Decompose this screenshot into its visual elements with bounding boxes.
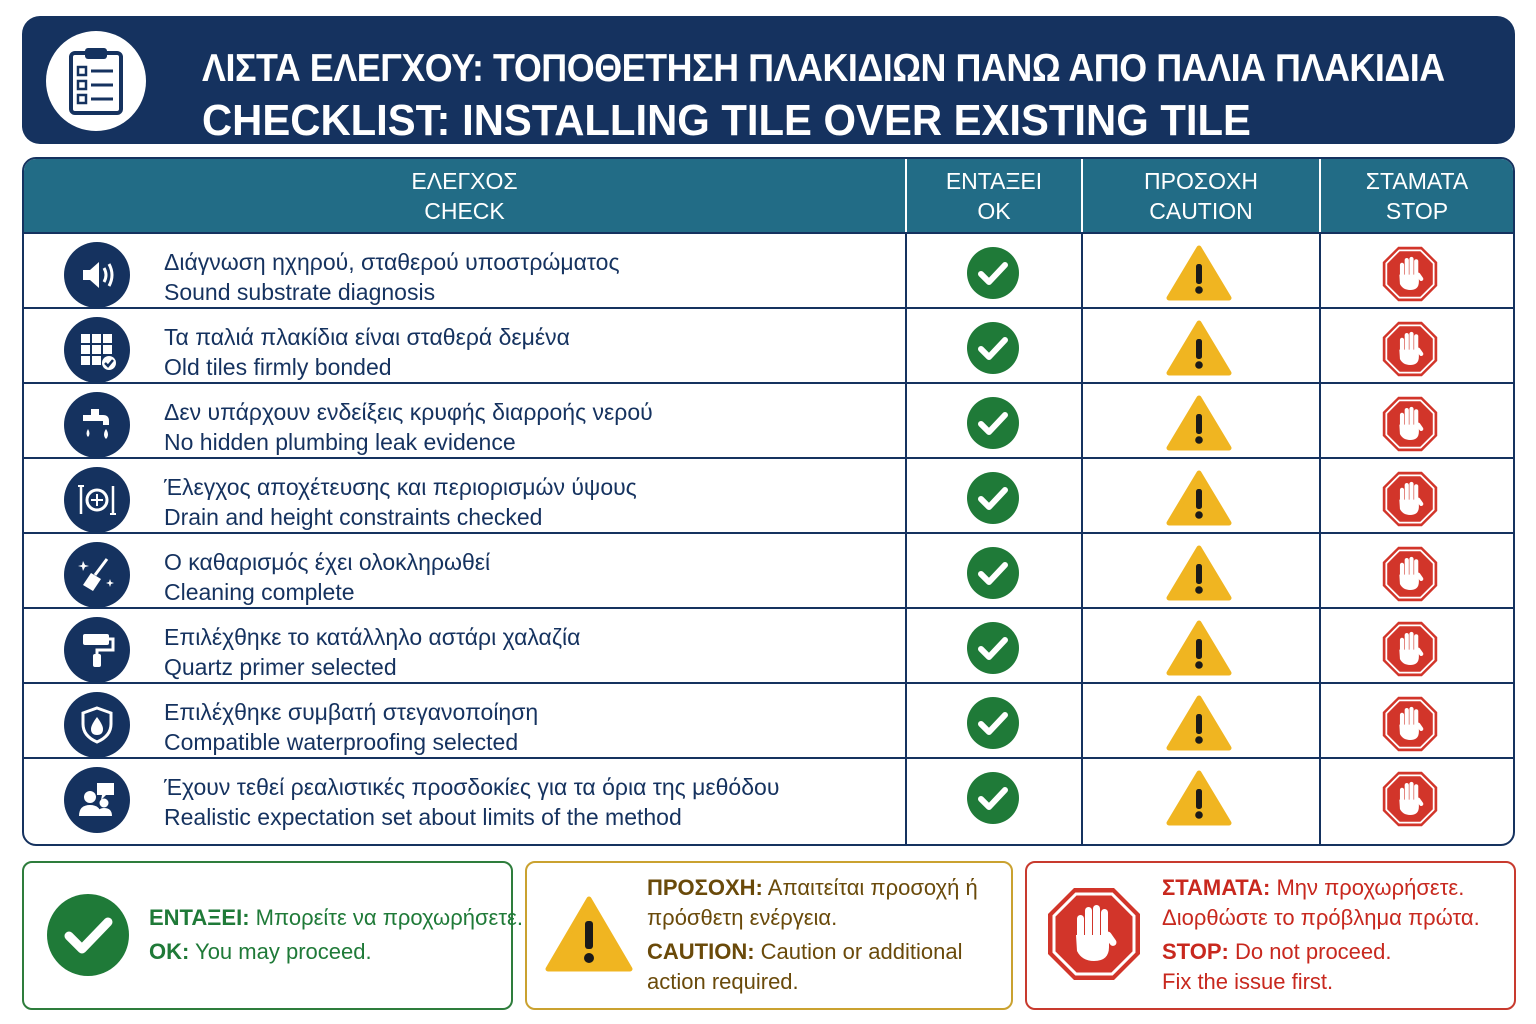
page-header — [22, 16, 1515, 144]
legend-caution-en-text: Caution or additional — [760, 939, 963, 964]
legend-ok — [22, 861, 523, 1010]
column-header-ok — [907, 159, 1081, 232]
ok-check-icon[interactable] — [966, 621, 1020, 680]
check-label-english: Drain and height constraints checked — [164, 504, 543, 530]
checklist-table — [22, 157, 1515, 846]
check-label-english: Quartz primer selected — [164, 654, 397, 680]
check-label-english: Old tiles firmly bonded — [164, 354, 392, 380]
check-label-greek: Τα παλιά πλακίδια είναι σταθερά δεμένα — [164, 324, 570, 350]
ok-check-icon[interactable] — [966, 771, 1020, 830]
ok-check-icon[interactable] — [966, 246, 1020, 305]
table-row — [24, 457, 1513, 534]
stop-hand-icon[interactable] — [1381, 245, 1439, 308]
check-label-greek: Δεν υπάρχουν ενδείξεις κρυφής διαρροής νερού — [164, 399, 653, 425]
legend-ok-gr-text: Μπορείτε να προχωρήσετε. — [255, 905, 523, 930]
caution-warning-icon[interactable] — [1166, 544, 1232, 607]
ok-check-icon[interactable] — [966, 696, 1020, 755]
stop-hand-icon[interactable] — [1381, 545, 1439, 608]
page-title-english: CHECKLIST: INSTALLING TILE OVER EXISTING TILE — [202, 96, 1251, 145]
column-header-ok-gr: ΕΝΤΑΞΕΙ — [945, 167, 1043, 194]
legend-caution-en-text-2: action required. — [647, 969, 799, 994]
table-row — [24, 607, 1513, 684]
legend-caution-text — [647, 873, 978, 997]
column-header-check-en: CHECK — [424, 197, 505, 224]
stop-hand-icon[interactable] — [1381, 395, 1439, 458]
legend-stop — [1025, 861, 1516, 1010]
check-label-greek: Επιλέχθηκε συμβατή στεγανοποίηση — [164, 699, 539, 725]
caution-warning-icon[interactable] — [1166, 769, 1232, 832]
tile-grid-check-icon — [64, 317, 130, 383]
ok-check-icon[interactable] — [966, 546, 1020, 605]
table-row — [24, 532, 1513, 609]
column-header-stop — [1321, 159, 1513, 232]
column-header-stop-gr: ΣΤΑΜΑΤΑ — [1365, 167, 1469, 194]
legend-caution-en-label: CAUTION: — [647, 939, 755, 964]
clipboard-checklist-icon — [46, 31, 146, 131]
legend-stop-en-text-2: Fix the issue first. — [1162, 969, 1334, 994]
legend-caution-gr-text-2: πρόσθετη ενέργεια. — [647, 905, 838, 930]
check-label-greek: Έχουν τεθεί ρεαλιστικές προσδοκίες για τα όρια της μεθόδου — [164, 774, 780, 800]
ok-check-icon[interactable] — [966, 321, 1020, 380]
legend-stop-gr-text-2: Διορθώστε το πρόβλημα πρώτα. — [1162, 905, 1480, 930]
stop-hand-icon[interactable] — [1381, 695, 1439, 758]
column-header-caution-gr: ΠΡΟΣΟΧΗ — [1144, 167, 1258, 194]
column-header-caution — [1083, 159, 1319, 232]
table-row — [24, 307, 1513, 384]
drain-height-icon — [64, 467, 130, 533]
table-row — [24, 232, 1513, 309]
stop-hand-icon[interactable] — [1381, 620, 1439, 683]
ok-check-icon[interactable] — [966, 396, 1020, 455]
column-header-check — [24, 159, 905, 232]
legend-ok-gr-label: ΕΝΤΑΞΕΙ: — [149, 905, 250, 930]
stop-hand-icon[interactable] — [1381, 770, 1439, 833]
stop-hand-icon — [1045, 885, 1143, 988]
legend-ok-text — [149, 903, 523, 967]
table-header-row — [24, 159, 1513, 232]
page-title-greek: ΛΙΣΤΑ ΕΛΕΓΧΟΥ: ΤΟΠΟΘΕΤΗΣΗ ΠΛΑΚΙΔΙΩΝ ΠΑΝΩ ΑΠΟ ΠΑΛΙΑ ΠΛΑΚΙΔΙΑ — [202, 47, 1445, 90]
legend-caution-gr-text: Απαιτείται προσοχή ή — [767, 875, 978, 900]
check-label-english: Cleaning complete — [164, 579, 355, 605]
legend-stop-gr-text: Μην προχωρήσετε. — [1276, 875, 1465, 900]
ok-check-icon[interactable] — [966, 471, 1020, 530]
table-row — [24, 682, 1513, 759]
caution-warning-icon[interactable] — [1166, 394, 1232, 457]
table-row — [24, 382, 1513, 459]
column-header-ok-en: OK — [977, 197, 1011, 224]
header-divider — [905, 159, 907, 232]
caution-warning-icon[interactable] — [1166, 244, 1232, 307]
legend-stop-en-text: Do not proceed. — [1234, 939, 1392, 964]
column-header-check-gr: ΕΛΕΓΧΟΣ — [411, 167, 518, 194]
table-row — [24, 757, 1513, 834]
legend-stop-gr-label: ΣΤΑΜΑΤΑ: — [1162, 875, 1271, 900]
caution-warning-icon[interactable] — [1166, 469, 1232, 532]
faucet-leak-icon — [64, 392, 130, 458]
legend-stop-text — [1162, 873, 1480, 997]
shield-water-drop-icon — [64, 692, 130, 758]
check-label-greek: Διάγνωση ηχηρού, σταθερού υποστρώματος — [164, 249, 620, 275]
check-label-english: Realistic expectation set about limits of the method — [164, 804, 682, 830]
column-header-stop-en: STOP — [1385, 197, 1449, 224]
warning-triangle-icon — [545, 895, 633, 978]
column-header-caution-en: CAUTION — [1149, 197, 1253, 224]
check-label-english: No hidden plumbing leak evidence — [164, 429, 516, 455]
stop-hand-icon[interactable] — [1381, 320, 1439, 383]
check-label-greek: Έλεγχος αποχέτευσης και περιορισμών ύψους — [164, 474, 637, 500]
check-label-english: Sound substrate diagnosis — [164, 279, 436, 305]
stop-hand-icon[interactable] — [1381, 470, 1439, 533]
check-label-english: Compatible waterproofing selected — [164, 729, 519, 755]
paint-roller-icon — [64, 617, 130, 683]
caution-warning-icon[interactable] — [1166, 694, 1232, 757]
speaker-sound-icon — [64, 242, 130, 308]
check-label-greek: Επιλέχθηκε το κατάλληλο αστάρι χαλαζία — [164, 624, 581, 650]
caution-warning-icon[interactable] — [1166, 619, 1232, 682]
broom-cleaning-icon — [64, 542, 130, 608]
header-divider — [1319, 159, 1321, 232]
legend-stop-en-label: STOP: — [1162, 939, 1229, 964]
legend-caution — [525, 861, 1013, 1010]
caution-warning-icon[interactable] — [1166, 319, 1232, 382]
legend-caution-gr-label: ΠΡΟΣΟΧΗ: — [647, 875, 763, 900]
legend-ok-en-label: OK: — [149, 939, 190, 964]
check-circle-icon — [46, 893, 130, 982]
header-divider — [1081, 159, 1083, 232]
check-label-greek: Ο καθαρισμός έχει ολοκληρωθεί — [164, 549, 491, 575]
legend-ok-en-text: You may proceed. — [195, 939, 372, 964]
people-speech-icon — [64, 767, 130, 833]
